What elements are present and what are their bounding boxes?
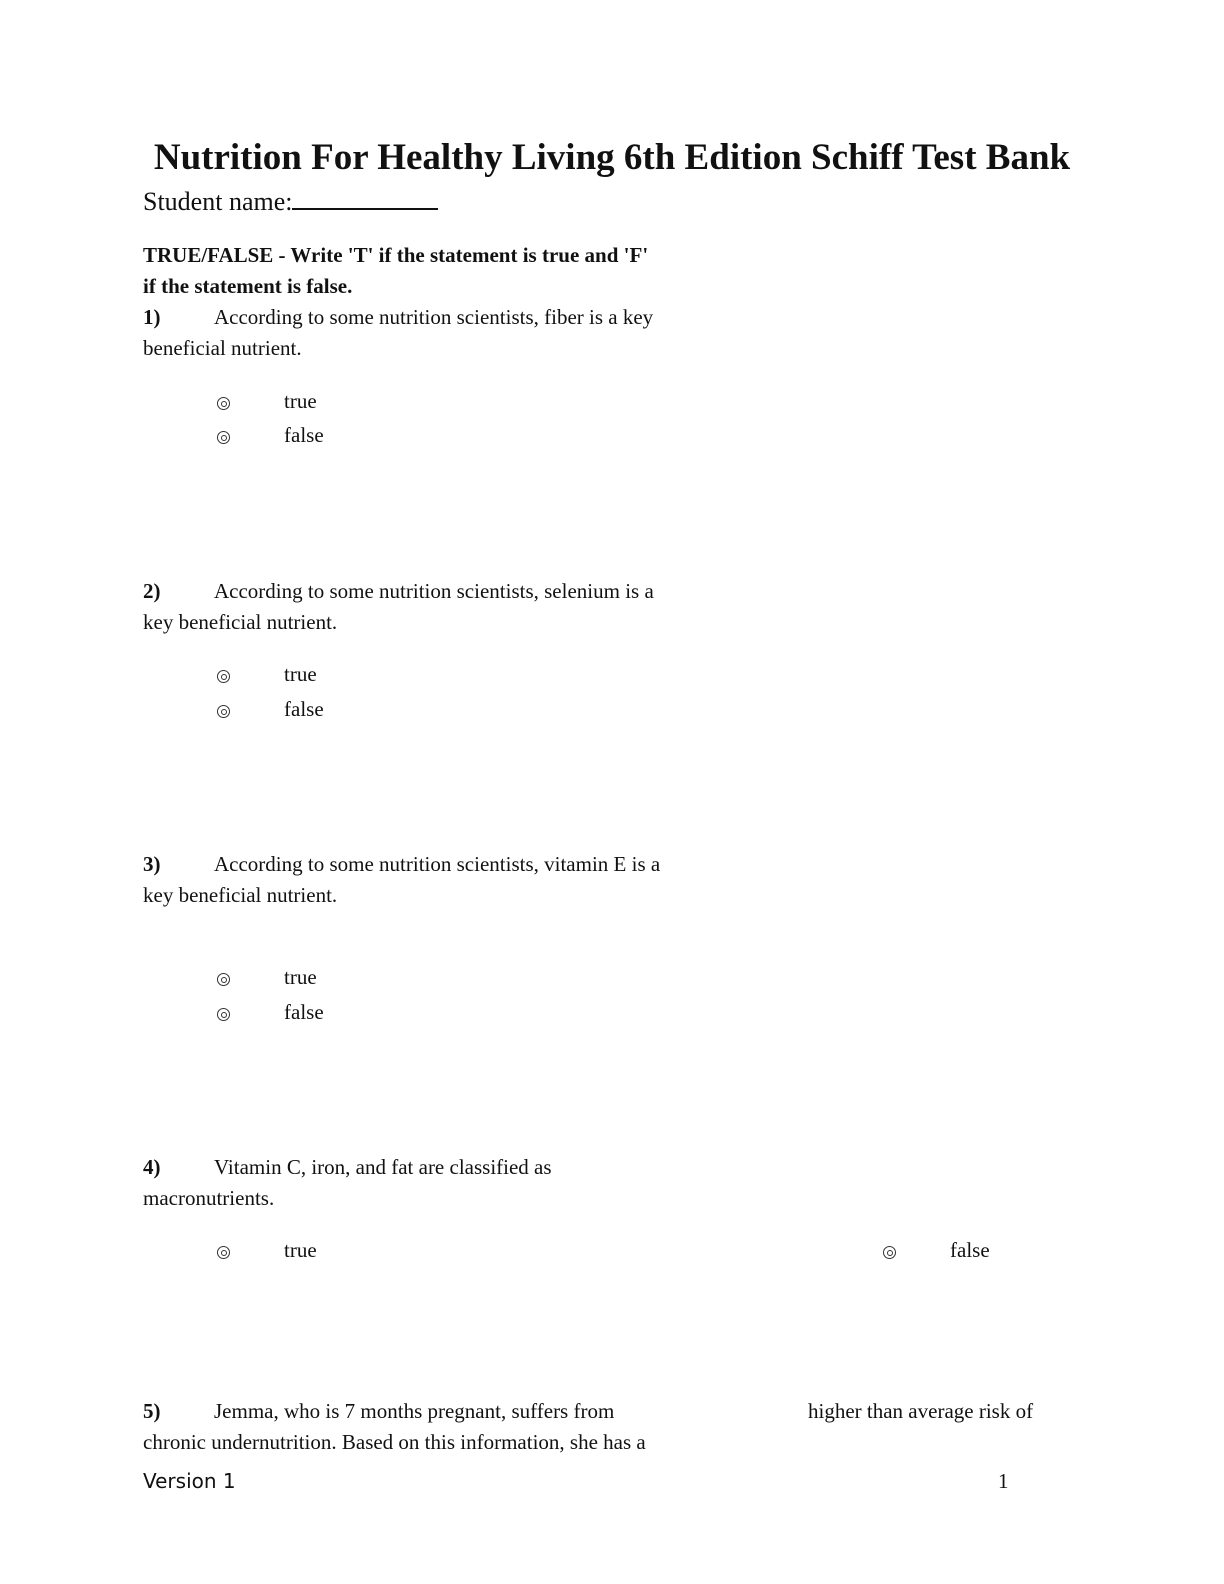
question-text-line-1: Jemma, who is 7 months pregnant, suffers from (214, 1399, 615, 1423)
radio-icon[interactable] (217, 397, 230, 410)
question-text-line-1: According to some nutrition scientists, selenium is a (214, 579, 654, 603)
instructions (143, 240, 743, 302)
radio-icon[interactable] (217, 1008, 230, 1021)
question-5-continuation: higher than average risk of (808, 1399, 1034, 1423)
radio-icon[interactable] (217, 670, 230, 683)
question-text-line-1: According to some nutrition scientists, vitamin E is a (214, 852, 661, 876)
option-false[interactable] (883, 1235, 990, 1265)
option-false[interactable] (217, 694, 324, 724)
question-number: 5) (143, 1399, 161, 1423)
option-label: true (284, 965, 317, 989)
question-4 (143, 1152, 552, 1214)
question-text-line-1: Vitamin C, iron, and fat are classified as (214, 1155, 552, 1179)
student-name-blank[interactable] (292, 184, 438, 210)
radio-icon[interactable] (883, 1246, 896, 1259)
footer-version: Version 1 (143, 1469, 236, 1493)
question-number: 4) (143, 1155, 161, 1179)
question-text-line-2: key beneficial nutrient. (143, 610, 338, 634)
question-5 (143, 1396, 646, 1458)
page-number: 1 (998, 1469, 1009, 1493)
question-text-line-2: chronic undernutrition. Based on this information, she has a (143, 1430, 646, 1454)
option-label: true (284, 662, 317, 686)
question-number: 1) (143, 305, 161, 329)
question-number: 3) (143, 852, 161, 876)
option-false[interactable] (217, 997, 324, 1027)
question-text-line-1: According to some nutrition scientists, fiber is a key (214, 305, 654, 329)
radio-icon[interactable] (217, 431, 230, 444)
question-text-line-2: beneficial nutrient. (143, 336, 302, 360)
option-label: true (284, 389, 317, 413)
student-name-field (143, 184, 438, 219)
option-true[interactable] (217, 962, 317, 992)
option-label: true (284, 1238, 317, 1262)
radio-icon[interactable] (217, 1246, 230, 1259)
option-false[interactable] (217, 420, 324, 450)
radio-icon[interactable] (217, 705, 230, 718)
option-true[interactable] (217, 659, 317, 689)
question-text-line-2: key beneficial nutrient. (143, 883, 338, 907)
question-number: 2) (143, 579, 161, 603)
option-label: false (284, 423, 324, 447)
question-text-line-2: macronutrients. (143, 1186, 275, 1210)
question-3 (143, 849, 660, 911)
option-true[interactable] (217, 386, 317, 416)
option-label: false (284, 1000, 324, 1024)
radio-icon[interactable] (217, 973, 230, 986)
option-label: false (284, 697, 324, 721)
page-title: Nutrition For Healthy Living 6th Edition Schiff Test Bank (153, 137, 1071, 178)
instructions-line-1: TRUE/FALSE - Write 'T' if the statement is true and 'F' (143, 243, 649, 267)
question-2 (143, 576, 654, 638)
option-true[interactable] (217, 1235, 317, 1265)
student-name-label: Student name: (143, 187, 293, 216)
question-1 (143, 302, 653, 364)
instructions-line-2: if the statement is false. (143, 274, 353, 298)
option-label: false (950, 1238, 990, 1262)
